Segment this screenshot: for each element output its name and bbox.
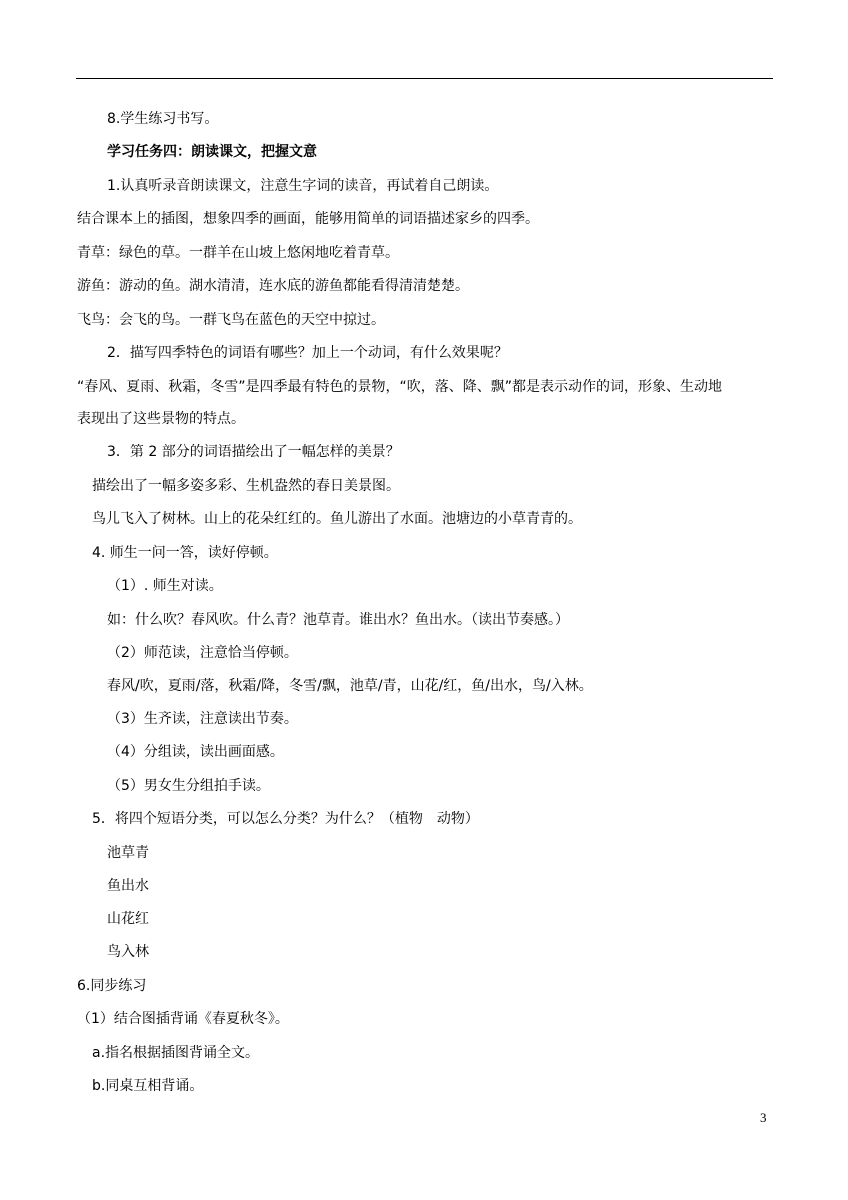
text-line: 山花红 <box>107 911 149 927</box>
text-line: （3）生齐读，注意读出节奏。 <box>107 711 298 727</box>
text-line: 春风/吹，夏雨/落，秋霜/降，冬雪/飘，池草/青，山花/红，鱼/出水，鸟/入林。 <box>107 678 593 694</box>
text-line: 8.学生练习书写。 <box>107 111 219 127</box>
text-line: （2）师范读，注意恰当停顿。 <box>107 645 298 661</box>
text-line: 4. 师生一问一答，读好停顿。 <box>92 545 278 561</box>
text-line: 青草：绿色的草。一群羊在山坡上悠闲地吃着青草。 <box>77 245 399 261</box>
text-line: 3．第 2 部分的词语描绘出了一幅怎样的美景？ <box>107 444 400 460</box>
text-line: 表现出了这些景物的特点。 <box>77 411 245 427</box>
header-rule <box>76 78 773 79</box>
text-line: b.同桌互相背诵。 <box>92 1078 204 1094</box>
text-line: 鱼出水 <box>107 878 149 894</box>
text-line: 游鱼：游动的鱼。湖水清清，连水底的游鱼都能看得清清楚楚。 <box>77 278 469 294</box>
text-line: 1.认真听录音朗读课文，注意生字词的读音，再试着自己朗读。 <box>107 178 499 194</box>
page-number: 3 <box>760 1110 767 1125</box>
text-line: 如：什么吹？春风吹。什么青？池草青。谁出水？鱼出水。（读出节奏感。） <box>107 612 569 628</box>
section-heading: 学习任务四：朗读课文，把握文意 <box>107 144 317 160</box>
text-line: （1）结合图插背诵《春夏秋冬》。 <box>77 1011 289 1027</box>
text-line: 结合课本上的插图，想象四季的画面，能够用简单的词语描述家乡的四季。 <box>77 211 539 227</box>
text-line: 6.同步练习 <box>77 978 147 994</box>
text-line: 池草青 <box>107 845 149 861</box>
text-line: 2．描写四季特色的词语有哪些？加上一个动词，有什么效果呢？ <box>107 345 508 361</box>
text-line: a.指名根据插图背诵全文。 <box>92 1045 260 1061</box>
text-line: （1）. 师生对读。 <box>107 578 223 594</box>
text-line: 飞鸟：会飞的鸟。一群飞鸟在蓝色的天空中掠过。 <box>77 312 385 328</box>
text-line: 5．将四个短语分类，可以怎么分类？为什么？（植物 动物） <box>92 811 479 827</box>
text-line: 鸟儿飞入了树林。山上的花朵红红的。鱼儿游出了水面。池塘边的小草青青的。 <box>92 511 582 527</box>
text-line: “春风、夏雨、秋霜，冬雪”是四季最有特色的景物，“吹，落、降、飘”都是表示动作的词，形象、生动地 <box>77 379 723 395</box>
text-line: （4）分组读，读出画面感。 <box>107 744 284 760</box>
text-line: 鸟入林 <box>107 944 149 960</box>
text-line: 描绘出了一幅多姿多彩、生机盎然的春日美景图。 <box>92 478 400 494</box>
text-line: （5）男女生分组拍手读。 <box>107 778 270 794</box>
